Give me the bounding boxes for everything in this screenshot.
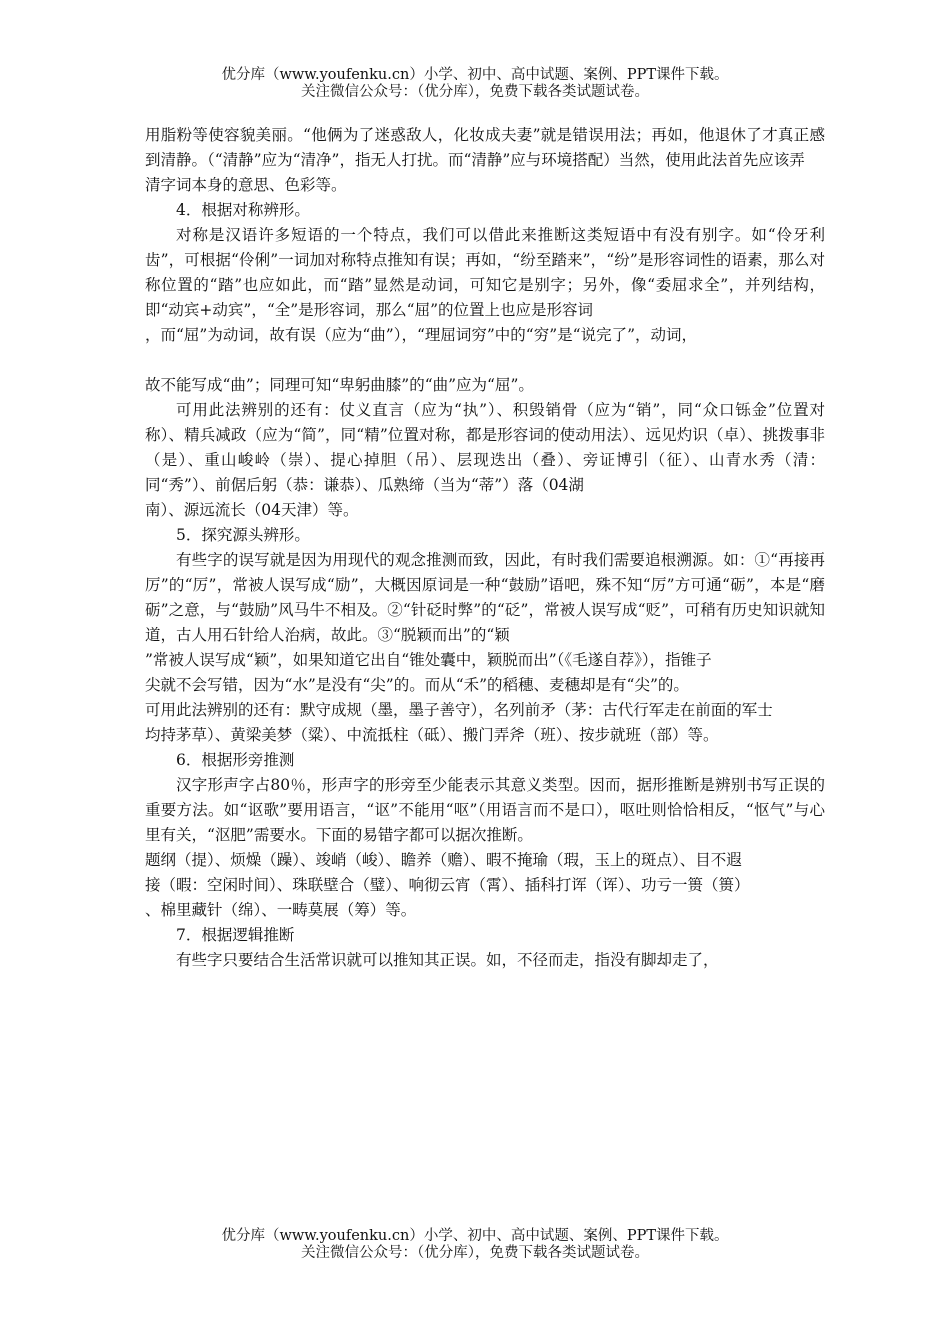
paragraph: 汉字形声字占80％，形声字的形旁至少能表示其意义类型。因而，据形推断是辨别书写正误的重要方法。如“讴歌”要用语言，“讴”不能用“呕”（用语言而不是口），呕吐则恰恰相反，“怄气”与心里有关，“沤肥”需要水。下面的易错字都可以据次推断。 bbox=[145, 776, 825, 844]
page-header bbox=[0, 67, 950, 101]
paragraph: 可用此法辨别的还有：默守成规（墨，墨子善守），名列前矛（茅：古代行军走在前面的军士 bbox=[145, 701, 773, 719]
paragraph: 清字词本身的意思、色彩等。 bbox=[145, 176, 347, 194]
paragraph: 有些字只要结合生活常识就可以推知其正误。如，不径而走，指没有脚却走了， bbox=[176, 951, 719, 969]
paragraph: 用脂粉等使容貌美丽。“他俩为了迷惑敌人，化妆成夫妻”就是错误用法；再如，他退休了才真正感到清静。（“清静”应为“清净”，指无人打扰。而“清静”应与环境搭配）当然，使用此法首先应该弄 bbox=[145, 126, 825, 169]
page-footer bbox=[0, 1228, 950, 1262]
section-heading: 6．根据形旁推测 bbox=[176, 751, 295, 769]
paragraph: 故不能写成“曲”；同理可知“卑躬曲膝”的“曲”应为“屈”。 bbox=[145, 376, 534, 394]
section-heading: 7．根据逻辑推断 bbox=[176, 926, 295, 944]
paragraph: ，而“屈”为动词，故有误（应为“曲”），“理屈词穷”中的“穷”是“说完了”，动词， bbox=[145, 326, 697, 344]
paragraph: 题纲（提）、烦燥（躁）、竣峭（峻）、瞻养（赡）、暇不掩瑜（瑕，玉上的斑点）、目不遐 bbox=[145, 851, 742, 869]
header-line-2: 关注微信公众号：（优分库），免费下载各类试题试卷。 bbox=[301, 84, 649, 100]
paragraph: 尖就不会写错，因为“水”是没有“尖”的。而从“禾”的稻穗、麦穗却是有“尖”的。 bbox=[145, 676, 689, 694]
document-body bbox=[145, 123, 825, 973]
paragraph: 有些字的误写就是因为用现代的观念推测而致，因此，有时我们需要追根溯源。如：①“再接再厉”的“厉”，常被人误写成“励”，大概因原词是一种“鼓励”语吧，殊不知“厉”方可通“砺”，本是“磨砺”之意，与“鼓励”风马牛不相及。②“针砭时弊”的“砭”，常被人误写成“贬”，可稍有历史知识就知道，古人用石针给人治病，故此。③“脱颖而出”的“颖 bbox=[145, 551, 825, 644]
paragraph: 对称是汉语许多短语的一个特点，我们可以借此来推断这类短语中有没有别字。如“伶牙利齿”，可根据“伶俐”一词加对称特点推知有误；再如，“纷至踏来”，“纷”是形容词性的语素，那么对称位置的“踏”也应如此，而“踏”显然是动词，可知它是别字；另外，像“委屈求全”，并列结构，即“动宾+动宾”，“全”是形容词，那么“屈”的位置上也应是形容词 bbox=[145, 226, 825, 319]
section-heading: 5．探究源头辨形。 bbox=[176, 526, 310, 544]
footer-line-2: 关注微信公众号：（优分库），免费下载各类试题试卷。 bbox=[301, 1245, 649, 1261]
paragraph: 、棉里藏针（绵）、一畴莫展（筹）等。 bbox=[145, 901, 417, 919]
paragraph: 可用此法辨别的还有：仗义直言（应为“执”）、积毁销骨（应为“销”，同“众口铄金”位置对称）、精兵减政（应为“简”，同“精”位置对称，都是形容词的使动用法）、远见灼识（卓）、挑拨事非（是）、重山峻岭（崇）、提心掉胆（吊）、层现迭出（叠）、旁证博引（征）、山青水秀（清：同“秀”）、前倨后躬（恭：谦恭）、瓜熟缔（当为“蒂”）落（04湖 bbox=[145, 401, 825, 494]
paragraph: 均持茅草）、黄梁美梦（粱）、中流抵柱（砥）、搬门弄斧（班）、按步就班（部）等。 bbox=[145, 726, 719, 744]
section-heading: 4．根据对称辨形。 bbox=[176, 201, 310, 219]
paragraph: 南）、源远流长（04天津）等。 bbox=[145, 501, 359, 519]
header-line-1: 优分库（www.youfenku.cn）小学、初中、高中试题、案例、PPT课件下载。 bbox=[221, 67, 729, 83]
paragraph: ”常被人误写成“颖”，如果知道它出自“锥处囊中，颖脱而出”（《毛遂自荐》），指锥子 bbox=[145, 651, 712, 669]
paragraph: 接（暇：空闲时间）、珠联壁合（璧）、响彻云宵（霄）、插科打诨（诨）、功亏一篑（篑） bbox=[145, 876, 750, 894]
footer-line-1: 优分库（www.youfenku.cn）小学、初中、高中试题、案例、PPT课件下载。 bbox=[221, 1228, 729, 1244]
